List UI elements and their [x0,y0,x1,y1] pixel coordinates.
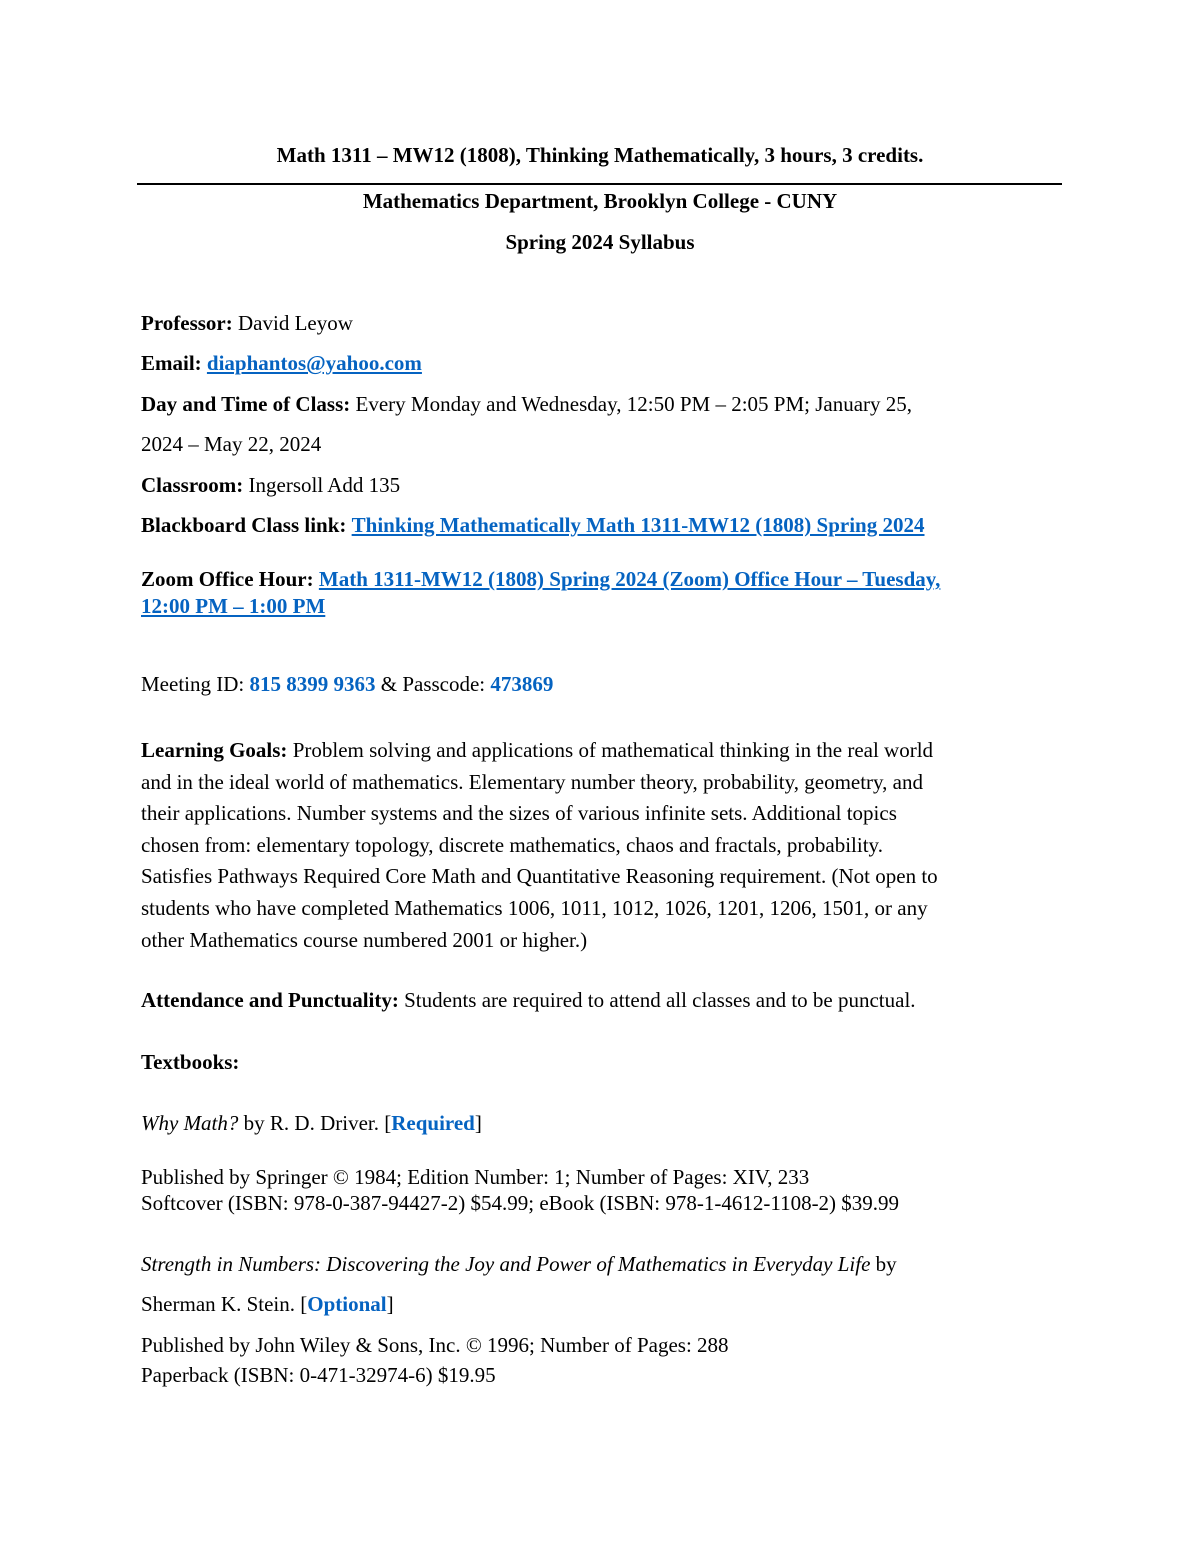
email-link[interactable]: diaphantos@yahoo.com [206,351,422,375]
passcode: 473869 [490,672,554,696]
title-divider [137,183,1062,185]
blackboard-label: Blackboard Class link: [141,513,347,537]
book1-status-badge: Required [391,1111,475,1135]
professor-line [141,311,353,336]
zoom-label: Zoom Office Hour: [141,567,314,591]
professor-name: David Leyow [238,311,353,335]
book1-author: by R. D. Driver. [243,1111,379,1135]
learning-goals [141,735,1061,956]
learning-goals-text: chosen from: elementary topology, discrete mathematics, chaos and fractals, probability. [141,832,883,857]
learning-goals-text: other Mathematics course numbered 2001 or higher.) [141,927,588,952]
learning-goals-text: students who have completed Mathematics 1006, 1011, 1012, 1026, 1201, 1206, 1501, or any [141,895,928,920]
classroom-line [141,473,400,498]
zoom-link[interactable]: Math 1311-MW12 (1808) Spring 2024 (Zoom) Office Hour – Tuesday, [318,567,941,591]
book2-status-badge: Optional [307,1292,387,1316]
department-line: Mathematics Department, Brooklyn College - CUNY [362,189,838,213]
book2-title-line [141,1252,897,1277]
learning-goals-label: Learning Goals: [141,738,288,762]
learning-goals-text: their applications. Number systems and the sizes of various infinite sets. Additional topics [141,801,897,826]
class-time-value: Every Monday and Wednesday, 12:50 PM – 2:05 PM; January 25, [355,392,913,416]
zoom-link-continued[interactable]: 12:00 PM – 1:00 PM [141,594,326,618]
attendance-label: Attendance and Punctuality: [141,988,399,1012]
class-time-label: Day and Time of Class: [141,392,351,416]
meeting-line [141,672,553,697]
term-line: Spring 2024 Syllabus [505,230,695,254]
attendance-text: Students are required to attend all classes and to be punctual. [404,988,916,1012]
email-line [141,351,422,376]
learning-goals-text: Problem solving and applications of mathematical thinking in the real world [292,738,934,762]
book2-by: by [875,1252,897,1276]
course-title: Math 1311 – MW12 (1808), Thinking Mathematically, 3 hours, 3 credits. [276,143,924,167]
meeting-id-label: Meeting ID: [141,672,245,696]
email-label: Email: [141,351,202,375]
book1-formats: Softcover (ISBN: 978-0-387-94427-2) $54.99; eBook (ISBN: 978-1-4612-1108-2) $39.99 [141,1191,900,1215]
classroom-value: Ingersoll Add 135 [248,473,401,497]
class-time-line [141,392,912,417]
zoom-line-2 [141,594,325,619]
blackboard-line [141,513,925,538]
book1-title-line: Why Math? by R. D. Driver. [Required] [141,1111,482,1135]
learning-goals-text: Satisfies Pathways Required Core Math and Quantitative Reasoning requirement. (Not open to [141,864,938,889]
learning-goals-text: and in the ideal world of mathematics. Elementary number theory, probability, geometry, and [141,769,924,794]
book2-author-line: Sherman K. Stein. [Optional] [141,1292,394,1316]
book1-title: Why Math? [141,1111,239,1135]
book1-published: Published by Springer © 1984; Edition Number: 1; Number of Pages: XIV, 233 [141,1165,810,1189]
textbooks-heading: Textbooks: [141,1050,240,1074]
classroom-label: Classroom: [141,473,244,497]
blackboard-link[interactable]: Thinking Mathematically Math 1311-MW12 (1808) Spring 2024 [351,513,925,537]
book2-formats: Paperback (ISBN: 0-471-32974-6) $19.95 [141,1363,496,1387]
professor-label: Professor: [141,311,233,335]
attendance-line [141,988,916,1013]
book2-published: Published by John Wiley & Sons, Inc. © 1996; Number of Pages: 288 [141,1333,729,1357]
meeting-id: 815 8399 9363 [249,672,376,696]
book2-title: Strength in Numbers: Discovering the Joy and Power of Mathematics in Everyday Life [141,1252,871,1276]
zoom-line [141,567,940,592]
class-dates-line: 2024 – May 22, 2024 [141,432,322,456]
book2-author: Sherman K. Stein. [141,1292,295,1316]
passcode-label: & Passcode: [380,672,486,696]
